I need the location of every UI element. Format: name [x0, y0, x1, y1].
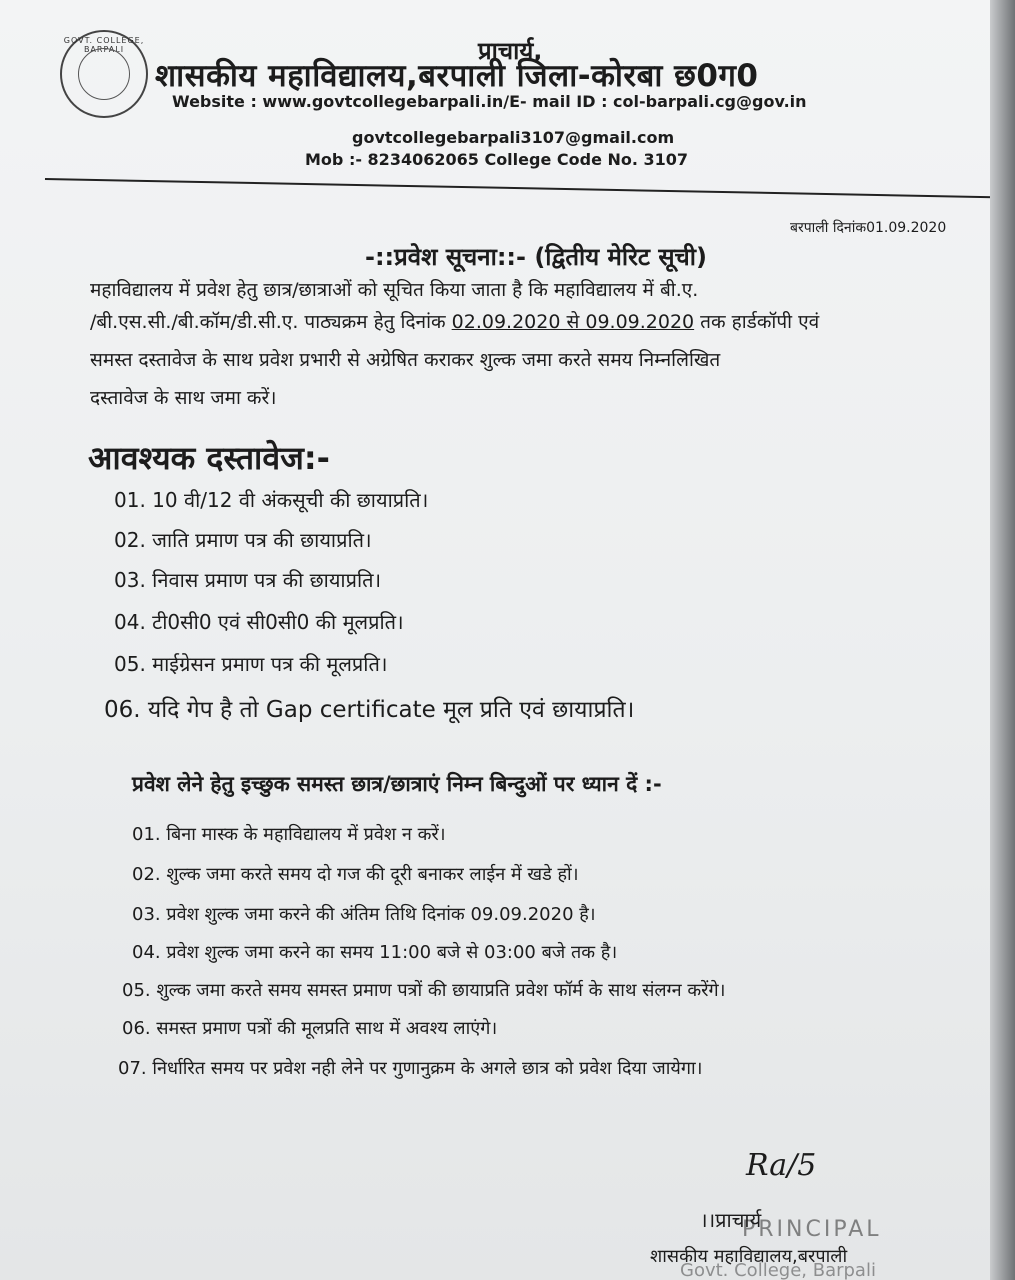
notice-paragraph-line-4: दस्तावेज के साथ जमा करें।	[90, 387, 277, 409]
header-divider	[45, 178, 1000, 198]
seal-text: GOVT. COLLEGE, BARPALI	[63, 36, 145, 54]
header-gmail: govtcollegebarpali3107@gmail.com	[352, 128, 675, 147]
instruction-item: 04. प्रवेश शुल्क जमा करने का समय 11:00 बजे से 03:00 बजे तक है।	[132, 942, 618, 963]
header-mobile-code: Mob :- 8234062065 College Code No. 3107	[305, 150, 689, 169]
para-line2-start: /बी.एस.सी./बी.कॉम/डी.सी.ए. पाठ्यक्रम हेतु दिनांक	[90, 311, 452, 333]
seal-emblem-icon	[78, 48, 130, 100]
instruction-item: 05. शुल्क जमा करते समय समस्त प्रमाण पत्रों की छायाप्रति प्रवेश फॉर्म के साथ संलग्न करेंगे।	[122, 980, 726, 1001]
header-principal: प्राचार्य,	[478, 37, 543, 65]
document-item: 03. निवास प्रमाण पत्र की छायाप्रति।	[114, 568, 382, 592]
para-line2-end: तक हार्डकॉपी एवं	[694, 311, 820, 333]
handwritten-signature: Ra/5	[746, 1148, 817, 1183]
signature-college-label: शासकीय महाविद्यालय,बरपाली	[650, 1246, 848, 1267]
document-item: 01. 10 वी/12 वी अंकसूची की छायाप्रति।	[114, 488, 429, 512]
notice-paragraph-line-2	[90, 308, 1000, 334]
instruction-item: 03. प्रवेश शुल्क जमा करने की अंतिम तिथि दिनांक 09.09.2020 है।	[132, 904, 596, 925]
college-seal-logo	[60, 30, 148, 118]
college-stamp-text: Govt. College, Barpali	[680, 1260, 876, 1280]
header-website-email: Website : www.govtcollegebarpali.in/E- mail ID : col-barpali.cg@gov.in	[172, 92, 807, 111]
document-item: 04. टी0सी0 एवं सी0सी0 की मूलप्रति।	[114, 610, 404, 634]
document-item: 02. जाति प्रमाण पत्र की छायाप्रति।	[114, 528, 372, 552]
instruction-item: 02. शुल्क जमा करते समय दो गज की दूरी बनाकर लाईन में खडे हों।	[132, 864, 579, 885]
documents-heading: आवश्यक दस्तावेज:-	[88, 439, 330, 477]
instruction-item: 06. समस्त प्रमाण पत्रों की मूलप्रति साथ में अवश्य लाएंगे।	[122, 1018, 498, 1039]
principal-stamp-text: PRINCIPAL	[742, 1217, 882, 1242]
notice-paragraph-line-3: समस्त दस्तावेज के साथ प्रवेश प्रभारी से अग्रेषित कराकर शुल्क जमा करते समय निम्नलिखित	[90, 349, 721, 371]
header-college-name: शासकीय महाविद्यालय,बरपाली जिला-कोरबा छ0ग0	[155, 58, 759, 94]
instruction-item: 07. निर्धारित समय पर प्रवेश नही लेने पर गुणानुक्रम के अगले छात्र को प्रवेश दिया जायेगा।	[118, 1058, 703, 1079]
notice-title: -::प्रवेश सूचना::- (द्वितीय मेरिट सूची)	[365, 243, 707, 271]
notice-paragraph-line-1: महाविद्यालय में प्रवेश हेतु छात्र/छात्राओं को सूचित किया जाता है कि महाविद्यालय में बी.ए.	[90, 279, 699, 301]
document-item: 05. माईग्रेसन प्रमाण पत्र की मूलप्रति।	[114, 652, 388, 676]
document-item: 06. यदि गेप है तो Gap certificate मूल प्रति एवं छायाप्रति।	[104, 697, 635, 723]
admission-date-range: 02.09.2020 से 09.09.2020	[451, 311, 695, 333]
page-edge-shadow	[990, 0, 1015, 1280]
notice-date: बरपाली दिनांक01.09.2020	[790, 220, 947, 236]
instruction-item: 01. बिना मास्क के महाविद्यालय में प्रवेश न करें।	[132, 824, 446, 845]
signature-principal-label: ।।प्राचार्य	[700, 1208, 762, 1232]
instructions-heading: प्रवेश लेने हेतु इच्छुक समस्त छात्र/छात्राएं निम्न बिन्दुओं पर ध्यान दें :-	[132, 772, 662, 796]
